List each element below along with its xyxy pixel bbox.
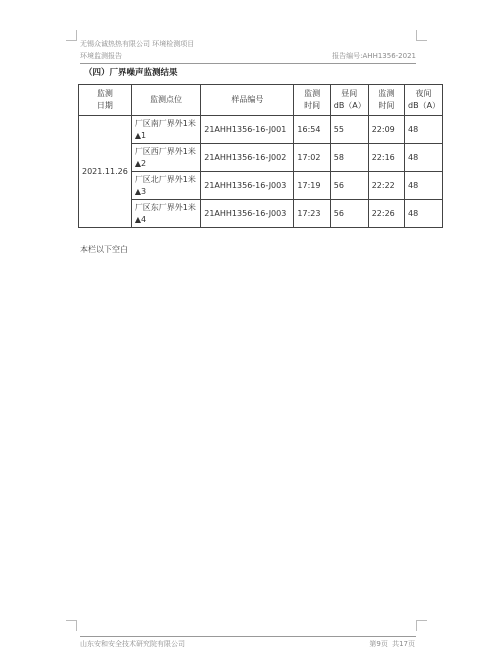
crop-mark-bottom-left: [66, 620, 77, 631]
header-point: 监测点位: [131, 85, 200, 116]
header-time2: 监测 时间: [368, 85, 404, 116]
cell-day-db: 56: [330, 200, 368, 228]
cell-sample: 21AHH1356-16-J003: [201, 200, 294, 228]
cell-point: 厂区北厂界外1米▲3: [131, 172, 200, 200]
table-header-row: [79, 85, 443, 116]
cell-time-night: 22:22: [368, 172, 404, 200]
cell-sample: 21AHH1356-16-J001: [201, 116, 294, 144]
cell-point: 厂区南厂界外1米▲1: [131, 116, 200, 144]
header-date: 监测 日期: [79, 85, 132, 116]
cell-time-day: 16:54: [294, 116, 330, 144]
cell-time-night: 22:26: [368, 200, 404, 228]
header-report-type: 环境监测报告: [80, 52, 122, 60]
table-row: [79, 172, 443, 200]
cell-night-db: 48: [405, 200, 443, 228]
page-number: [368, 639, 416, 649]
cell-day-db: 55: [330, 116, 368, 144]
cell-sample: 21AHH1356-16-J002: [201, 144, 294, 172]
footer-company: 山东安和安全技术研究院有限公司: [80, 640, 185, 648]
table-row: [79, 200, 443, 228]
cell-point: 厂区东厂界外1米▲4: [131, 200, 200, 228]
noise-results-table: [78, 84, 443, 228]
page-header: [80, 38, 416, 64]
cell-day-db: 56: [330, 172, 368, 200]
cell-time-day: 17:02: [294, 144, 330, 172]
header-project: 无锡众诚热热有限公司 环境检测项目: [80, 40, 195, 48]
cell-night-db: 48: [405, 172, 443, 200]
monitor-date: 2021.11.26: [79, 116, 132, 228]
cell-night-db: 48: [405, 144, 443, 172]
header-time: 监测 时间: [294, 85, 330, 116]
cell-time-day: 17:23: [294, 200, 330, 228]
cell-time-night: 22:16: [368, 144, 404, 172]
page-footer: [80, 636, 416, 649]
cell-day-db: 58: [330, 144, 368, 172]
crop-mark-top-left: [66, 30, 77, 41]
cell-point: 厂区西厂界外1米▲2: [131, 144, 200, 172]
crop-mark-top-right: [416, 30, 427, 41]
header-night-db: 夜间 dB（A）: [405, 85, 443, 116]
blank-below-note: 本栏以下空白: [80, 245, 128, 254]
header-report-number: 报告编号:AHH1356-2021: [332, 52, 416, 60]
cell-sample: 21AHH1356-16-J003: [201, 172, 294, 200]
cell-night-db: 48: [405, 116, 443, 144]
crop-mark-bottom-right: [416, 620, 427, 631]
cell-time-night: 22:09: [368, 116, 404, 144]
table-row: [79, 116, 443, 144]
header-day-db: 昼间 dB（A）: [330, 85, 368, 116]
section-title: （四）厂界噪声监测结果: [84, 68, 178, 78]
page-current: 第9页: [369, 640, 388, 648]
cell-time-day: 17:19: [294, 172, 330, 200]
table-row: [79, 144, 443, 172]
header-sample: 样品编号: [201, 85, 294, 116]
page-total: 共17页: [392, 640, 415, 648]
